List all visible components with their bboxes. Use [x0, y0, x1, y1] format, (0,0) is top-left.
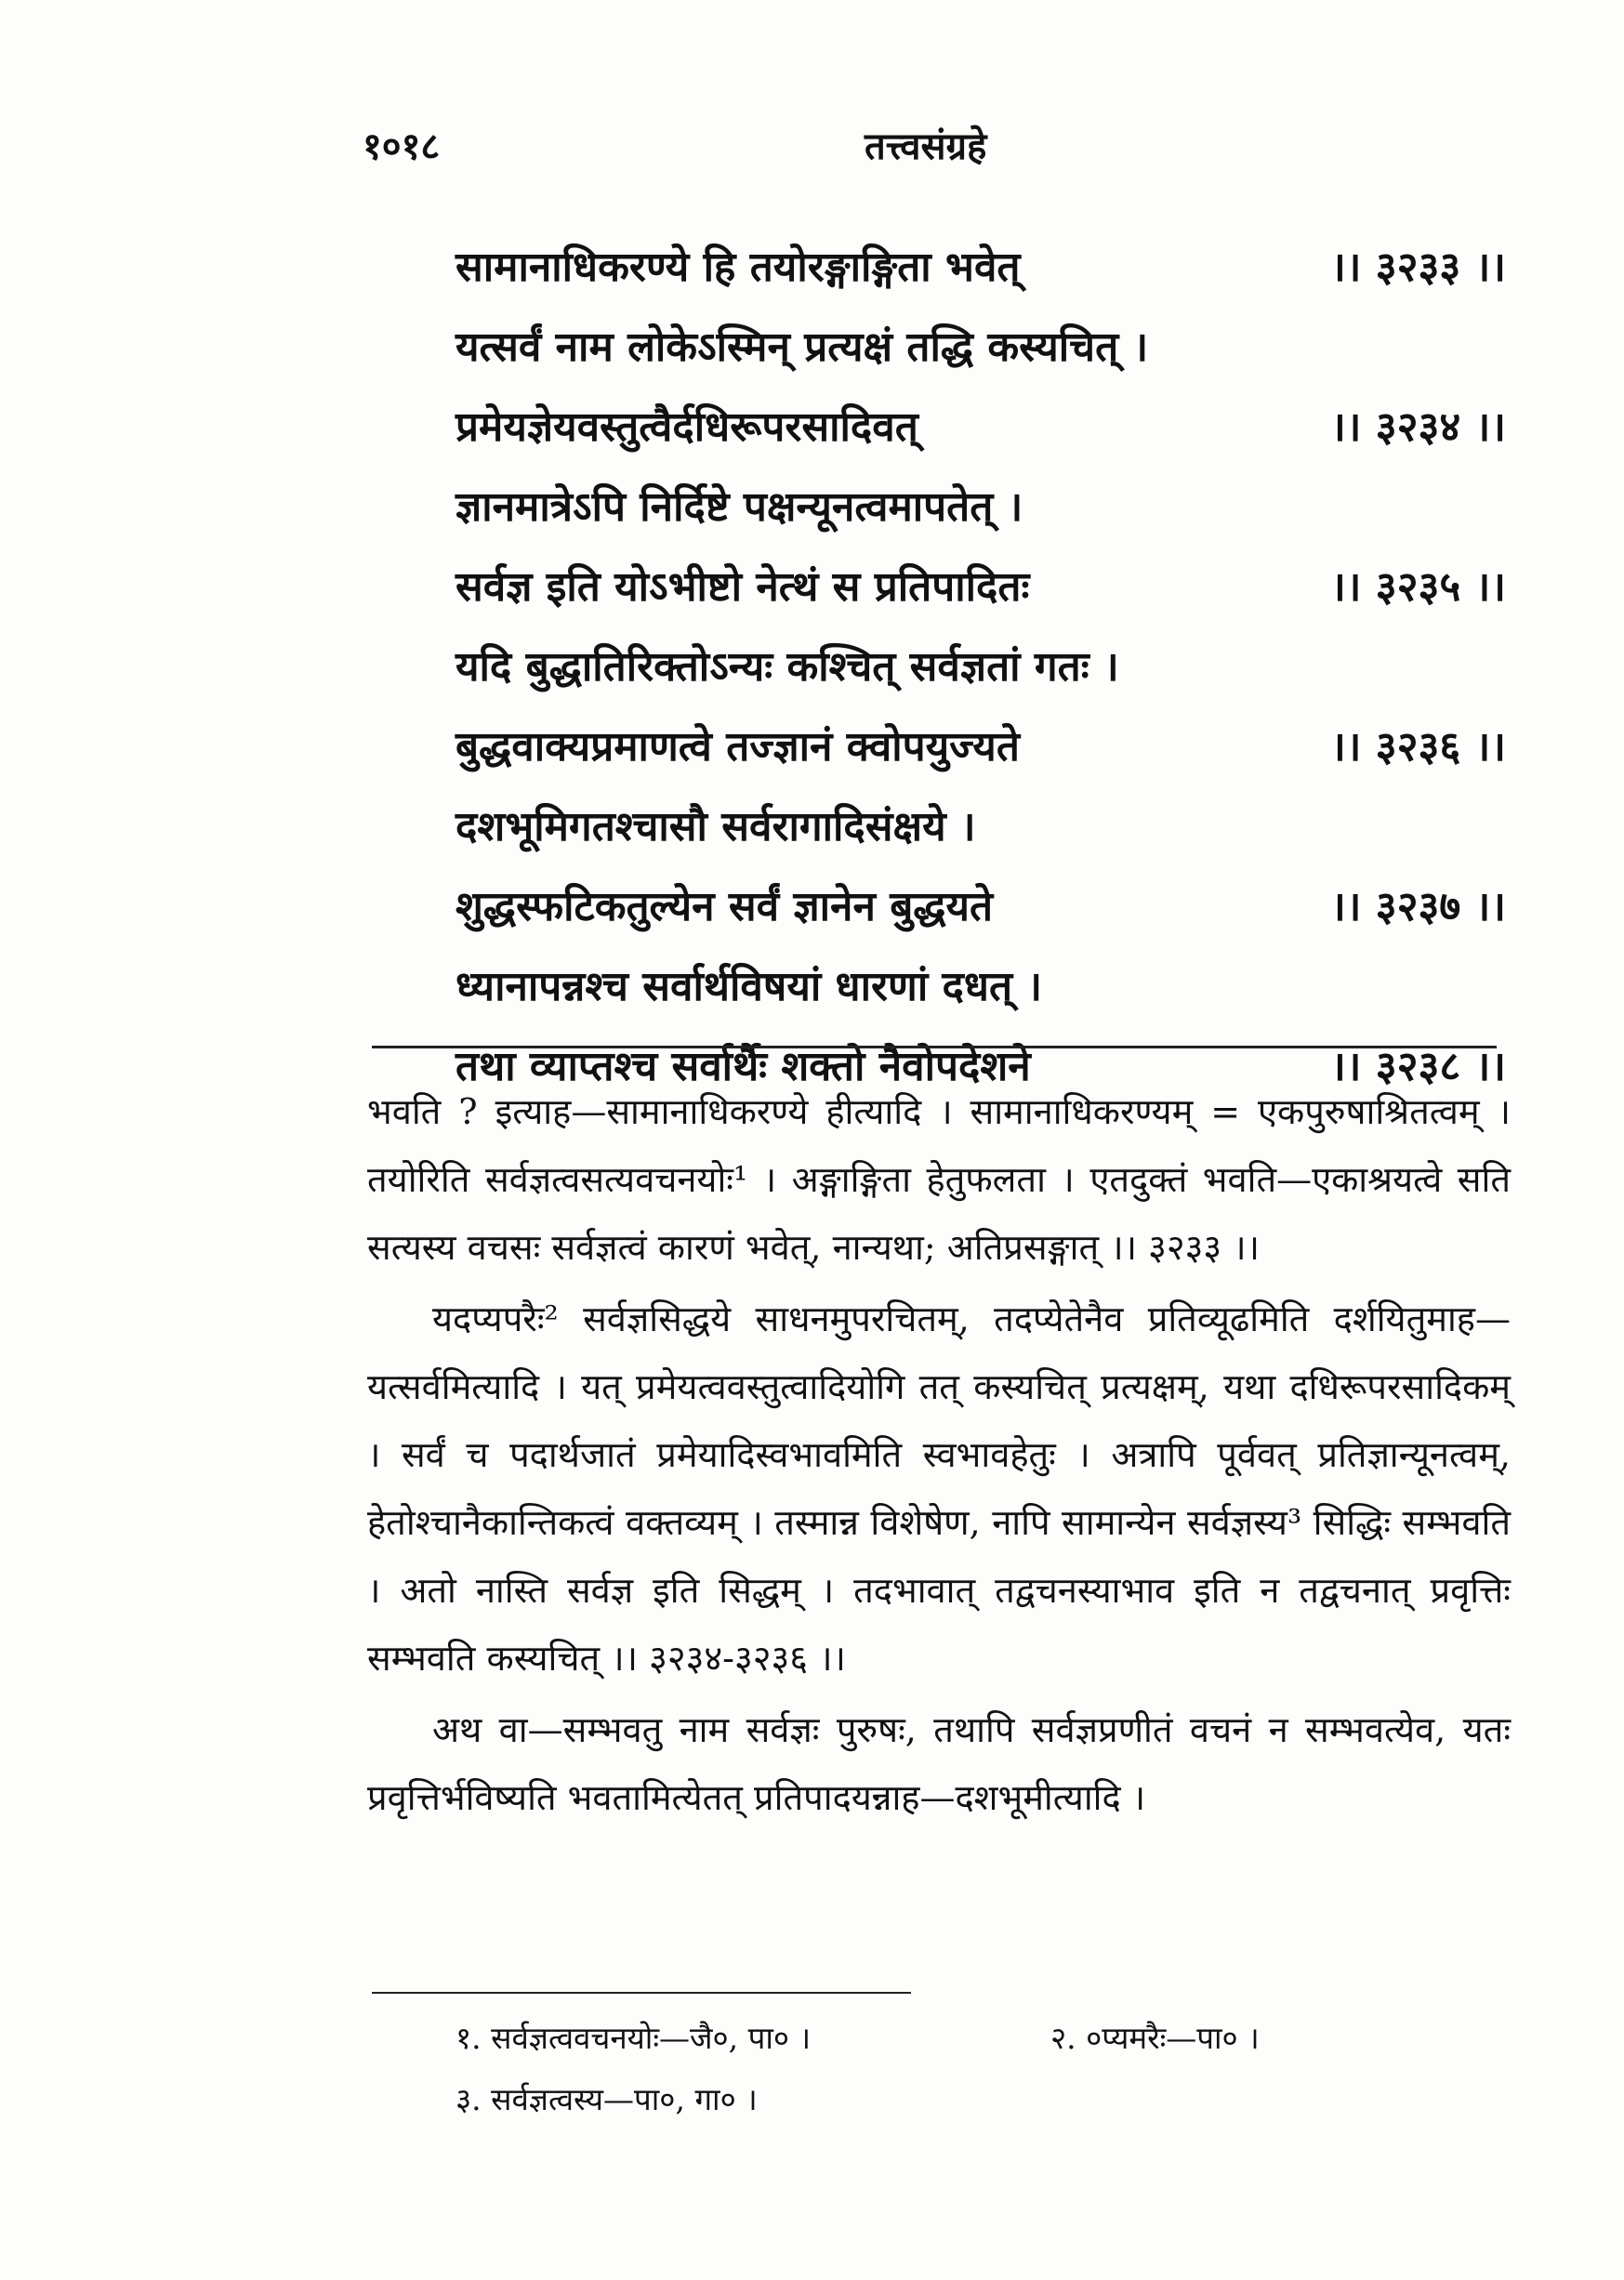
footnote-row — [456, 2008, 1478, 2069]
page-header — [363, 119, 1441, 175]
verse-text: प्रमेयज्ञेयवस्तुत्वैर्दधिरूपरसादिवत् — [456, 403, 918, 451]
verse-text: सर्वज्ञ इति योऽभीष्टो नेत्थं स प्रतिपादितः — [456, 563, 1030, 611]
verse-text: दशभूमिगतश्चासौ सर्वरागादिसंक्षये । — [456, 803, 976, 850]
commentary-block — [367, 1078, 1511, 1836]
verse-line — [456, 627, 1506, 707]
commentary-paragraph: भवति ? इत्याह—सामानाधिकरण्ये हीत्यादि । सामानाधिकरण्यम् = एकपुरुषाश्रितत्वम् । तयोरिति सर्वज्ञत्वसत्यवचनयोः¹ । अङ्गाङ्गिता हेतुफलता । एतदुक्तं भवति—एकाश्रयत्वे सति सत्यस्य वचसः सर्वज्ञत्वं कारणं भवेत्, नान्यथा; अतिप्रसङ्गात् ।। ३२३३ ।। — [367, 1091, 1511, 1268]
verse-line — [456, 707, 1506, 787]
verse-line — [456, 228, 1506, 308]
commentary-paragraph: अथ वा—सम्भवतु नाम सर्वज्ञः पुरुषः, तथापि सर्वज्ञप्रणीतं वचनं न सम्भवत्येव, यतः प्रवृत्तिर्भविष्यति भवतामित्येतत् प्रतिपादयन्नाह—दशभूमीत्यादि । — [367, 1709, 1511, 1818]
footnotes — [456, 2008, 1478, 2130]
verse-line — [456, 947, 1506, 1027]
footnote: ३. सर्वज्ञत्वस्य—पा०, गा० । — [456, 2081, 758, 2117]
verse-line — [456, 787, 1506, 867]
footnote: १. सर्वज्ञत्ववचनयोः—जै०, पा० । — [456, 2020, 812, 2056]
running-title: तत्त्वसंग्रहे — [865, 125, 987, 168]
verse-block — [456, 228, 1506, 1107]
verse-text: ज्ञानमात्रेऽपि निर्दिष्टे पक्षन्यूनत्वमापतेत् । — [456, 483, 1023, 531]
footnote-divider — [372, 1992, 911, 1994]
verse-line — [456, 547, 1506, 627]
verse-text: शुद्धस्फटिकतुल्येन सर्वं ज्ञानेन बुद्धयते — [456, 883, 994, 930]
verse-number: ।। ३२३७ ।। — [1330, 883, 1506, 930]
verse-number: ।। ३२३३ ।। — [1330, 244, 1506, 291]
verse-text: यदि बुद्धातिरिक्तोऽन्यः कश्चित् सर्वज्ञतां गतः । — [456, 643, 1119, 691]
verse-text: सामानाधिकरण्ये हि तयोरङ्गाङ्गिता भवेत् — [456, 244, 1021, 291]
verse-commentary-divider — [372, 1046, 1497, 1048]
verse-text: यत्सर्वं नाम लोकेऽस्मिन् प्रत्यक्षं तद्धि कस्यचित् । — [456, 323, 1149, 371]
verse-line — [456, 388, 1506, 468]
verse-line — [456, 308, 1506, 388]
footnote-row — [456, 2069, 1478, 2130]
verse-number: ।। ३२३५ ।। — [1330, 563, 1506, 611]
verse-number: ।। ३२३८ ।। — [1330, 1043, 1506, 1090]
footnote: २. ०प्यमरैः—पा० । — [1050, 2020, 1260, 2056]
verse-text: तथा व्याप्तश्च सर्वार्थैः शक्तो नैवोपदेशने — [456, 1043, 1031, 1090]
verse-text: ध्यानापन्नश्च सर्वार्थविषयां धारणां दधत् । — [456, 963, 1043, 1010]
verse-number: ।। ३२३६ ।। — [1330, 723, 1506, 771]
verse-line — [456, 867, 1506, 947]
commentary-paragraph: यदप्यपरैः² सर्वज्ञसिद्धये साधनमुपरचितम्, तदप्येतेनैव प्रतिव्यूढमिति दर्शयितुमाह—यत्सर्वमित्यादि । यत् प्रमेयत्ववस्तुत्वादियोगि तत् कस्यचित् प्रत्यक्षम्, यथा दधिरूपरसादिकम् । सर्वं च पदार्थजातं प्रमेयादिस्वभावमिति स्वभावहेतुः । अत्रापि पूर्ववत् प्रतिज्ञान्यूनत्वम्, हेतोश्चानैकान्तिकत्वं वक्तव्यम् । तस्मान्न विशेषेण, नापि सामान्येन सर्वज्ञस्य³ सिद्धिः सम्भवति । अतो नास्ति सर्वज्ञ इति सिद्धम् । तदभावात् तद्वचनस्याभाव इति न तद्वचनात् प्रवृत्तिः सम्भवति कस्यचित् ।। ३२३४-३२३६ ।। — [367, 1298, 1511, 1679]
page-number: १०१८ — [363, 125, 441, 168]
verse-number: ।। ३२३४ ।। — [1330, 403, 1506, 451]
verse-line — [456, 468, 1506, 547]
verse-text: बुद्धवाक्यप्रमाणत्वे तज्ज्ञानं क्वोपयुज्यते — [456, 723, 1020, 771]
